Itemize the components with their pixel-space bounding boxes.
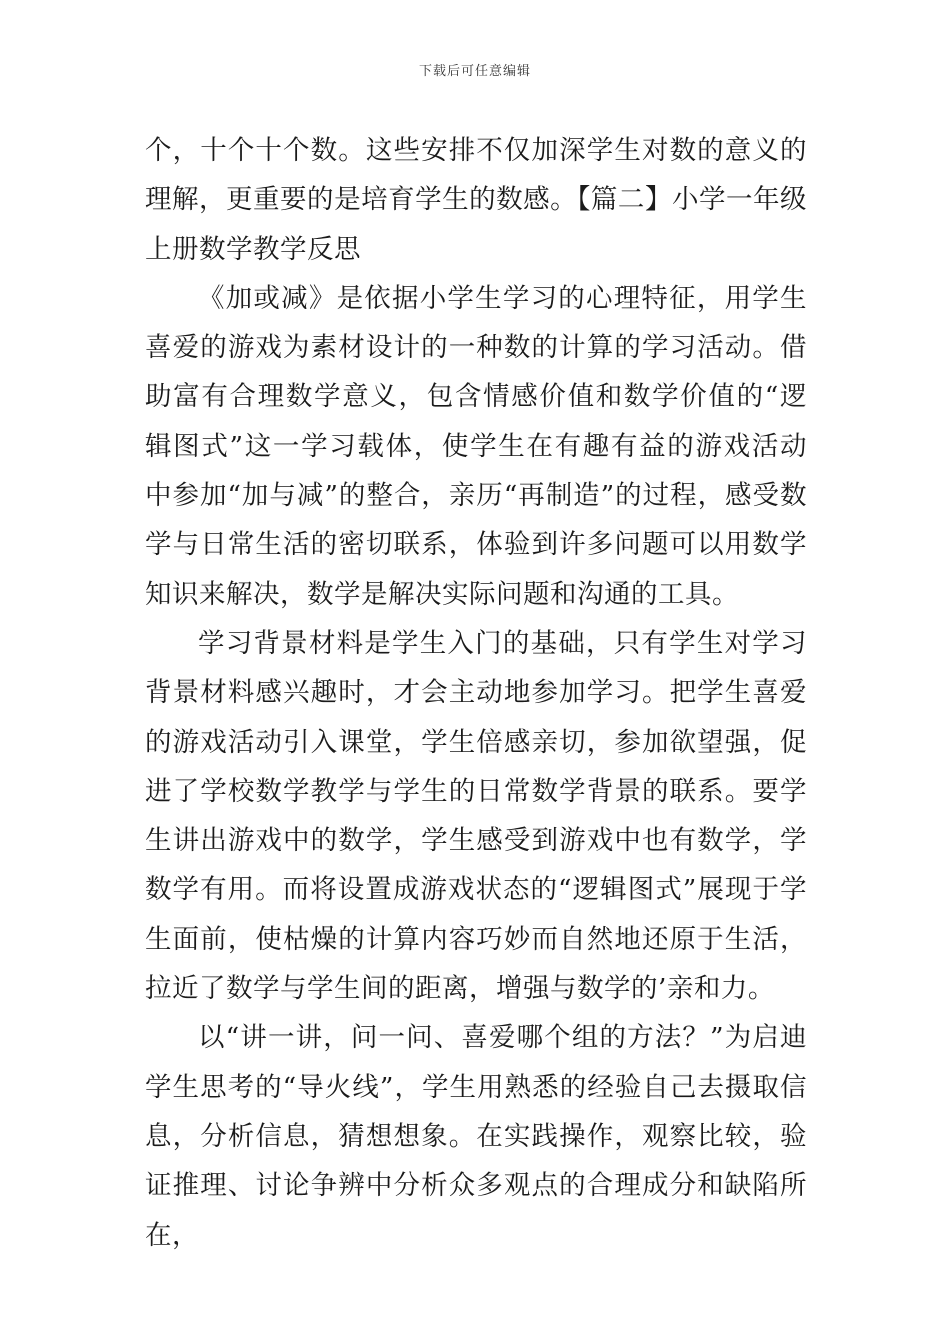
paragraph: 《加或减》是依据小学生学习的心理特征，用学生喜爱的游戏为素材设计的一种数的计算的学习活动。借助富有合理数学意义，包含情感价值和数学价值的“逻辑图式”这一学习载体，使学生在有趣有益的游戏活动中参加“加与减”的整合，亲历“再制造”的过程，感受数学与日常生活的密切联系，体验到许多问题可以用数学知识来解决，数学是解决实际问题和沟通的工具。: [145, 282, 807, 610]
paragraph: 学习背景材料是学生入门的基础，只有学生对学习背景材料感兴趣时，才会主动地参加学习。把学生喜爱的游戏活动引入课堂，学生倍感亲切，参加欲望强，促进了学校数学教学与学生的日常数学背景的联系。要学生讲出游戏中的数学，学生感受到游戏中也有数学，学数学有用。而将设置成游戏状态的“逻辑图式”展现于学生面前，使枯燥的计算内容巧妙而自然地还原于生活，拉近了数学与学生间的距离，增强与数学的’亲和力。: [145, 627, 807, 1005]
paragraph: 个，十个十个数。这些安排不仅加深学生对数的意义的理解，更重要的是培育学生的数感。【篇二】小学一年级上册数学教学反思: [145, 135, 807, 265]
document-body: [145, 126, 807, 1260]
header-note: 下载后可任意编辑: [418, 64, 531, 79]
paragraph: 以“讲一讲，问一问、喜爱哪个组的方法？”为启迪学生思考的“导火线”，学生用熟悉的经验自己去摄取信息，分析信息，猜想想象。在实践操作，观察比较，验证推理、讨论争辨中分析众多观点的合理成分和缺陷所在，: [145, 1022, 807, 1251]
